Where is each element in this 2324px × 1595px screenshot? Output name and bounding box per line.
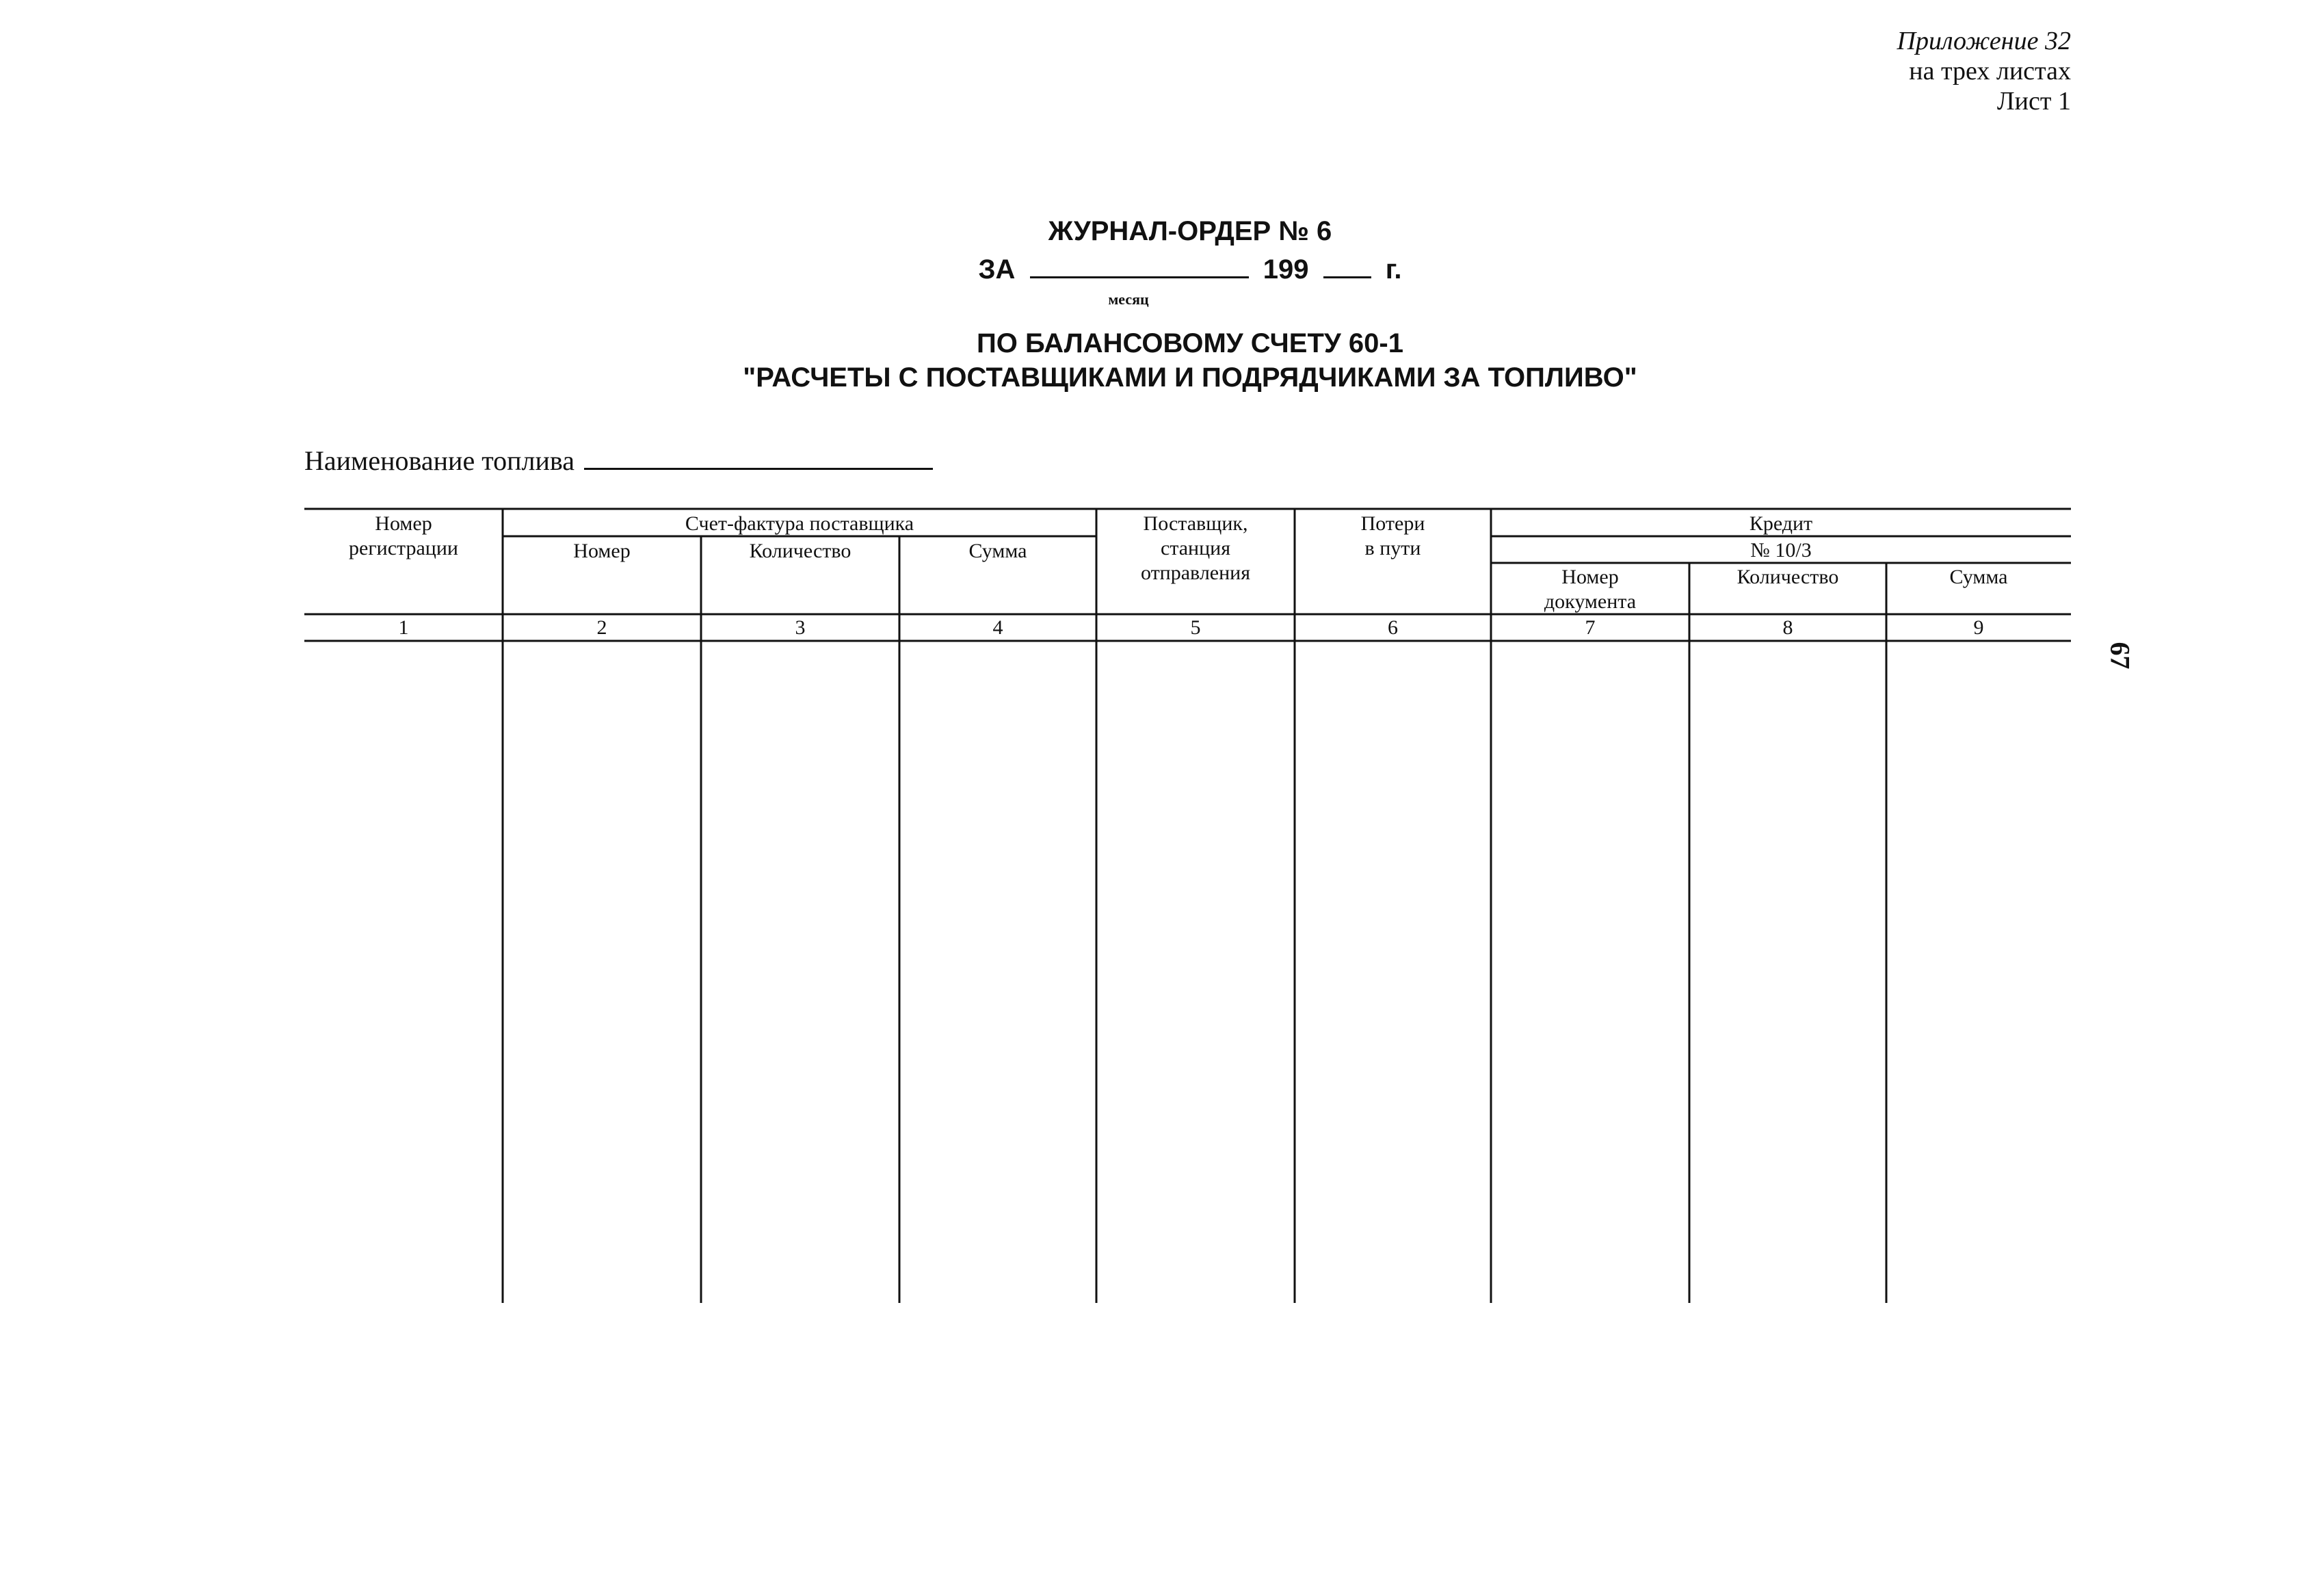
period-year-suffix: г. <box>1385 254 1402 285</box>
col-number-3: 3 <box>795 616 806 639</box>
header-invoice-number: Номер <box>573 540 631 562</box>
header-credit-account: № 10/3 <box>1750 539 1812 562</box>
col-number-4: 4 <box>992 616 1003 639</box>
fuel-name-line <box>304 445 933 477</box>
header-invoice-group: Счет-фактура поставщика <box>685 512 914 535</box>
year-blank <box>1323 253 1371 278</box>
month-caption: месяц <box>1108 291 1149 308</box>
header-doc-number: Номер документа <box>1544 566 1637 613</box>
col-number-6: 6 <box>1388 616 1398 639</box>
col-number-5: 5 <box>1190 616 1201 639</box>
header-losses: Потери в пути <box>1360 512 1425 559</box>
account-title: ПО БАЛАНСОВОМУ СЧЕТУ 60-1 <box>977 328 1403 358</box>
fuel-name-blank <box>584 447 933 470</box>
month-blank <box>1030 253 1249 278</box>
header-credit-group: Кредит <box>1749 512 1813 535</box>
appendix-block <box>1897 26 2071 116</box>
header-credit-sum: Сумма <box>1949 566 2008 588</box>
col-number-2: 2 <box>596 616 607 639</box>
period-year: 199 <box>1263 254 1309 285</box>
fuel-name-label: Наименование топлива <box>304 445 575 476</box>
header-credit-quantity: Количество <box>1737 566 1839 588</box>
account-subtitle: "РАСЧЕТЫ С ПОСТАВЩИКАМИ И ПОДРЯДЧИКАМИ ЗА ТОПЛИВО" <box>743 362 1637 393</box>
appendix-line-1: Приложение 32 <box>1897 27 2071 55</box>
header-registration: Номер регистрации <box>349 512 458 559</box>
col-number-9: 9 <box>1973 616 1984 639</box>
header-invoice-quantity: Количество <box>749 540 851 562</box>
period-line <box>0 253 2324 285</box>
appendix-line-3: Лист 1 <box>1996 87 2071 116</box>
col-number-7: 7 <box>1585 616 1596 639</box>
col-number-1: 1 <box>398 616 409 639</box>
journal-title: ЖУРНАЛ-ОРДЕР № 6 <box>1048 216 1332 246</box>
col-number-8: 8 <box>1782 616 1793 639</box>
page-number: 67 <box>2104 642 2136 670</box>
header-supplier: Поставщик, станция отправления <box>1140 512 1251 584</box>
period-za: ЗА <box>978 254 1016 285</box>
header-invoice-sum: Сумма <box>968 540 1027 562</box>
appendix-line-2: на трех листах <box>1909 57 2071 85</box>
